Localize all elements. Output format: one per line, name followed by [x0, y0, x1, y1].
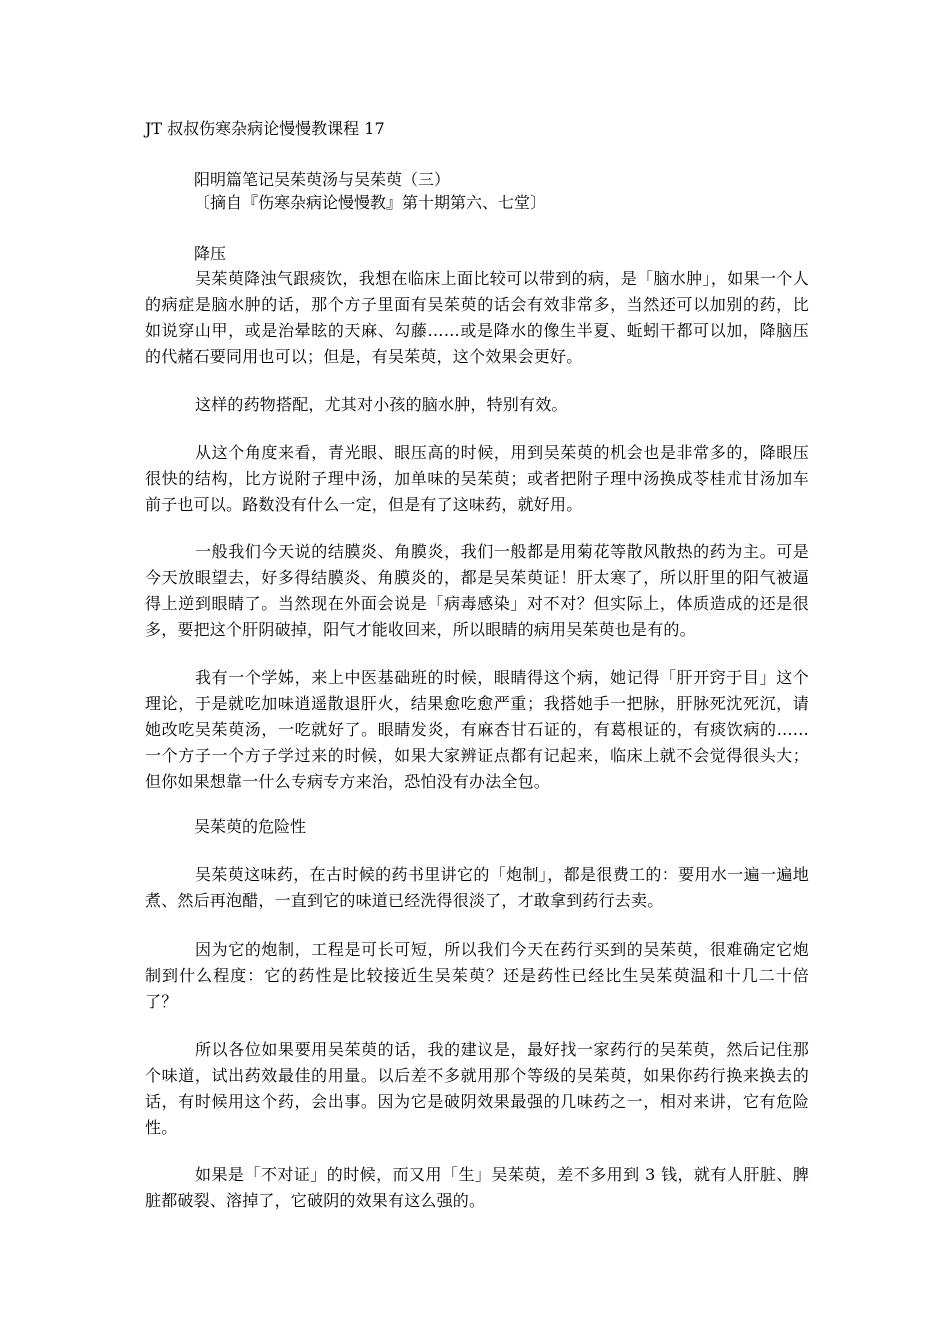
section-heading-blood-pressure: 降压	[194, 244, 227, 263]
paragraph: 吴茱萸降浊气跟痰饮，我想在临床上面比较可以带到的病，是「脑水肿」，如果一个人的病症是脑水肿的话，那个方子里面有吴茱萸的话会有效非常多，当然还可以加别的药，比如说穿山甲，或是治晕眩的天麻、勾藤……或是降水的像生半夏、蚯蚓干都可以加，降脑压的代赭石要同用也可以；但是，有吴茱萸，这个效果会更好。	[145, 269, 809, 366]
paragraph: 一般我们今天说的结膜炎、角膜炎，我们一般都是用菊花等散风散热的药为主。可是今天放眼望去，好多得结膜炎、角膜炎的，都是吴茱萸证！肝太寒了，所以肝里的阳气被逼得上逆到眼睛了。当然现在外面会说是「病毒感染」对不对？但实际上，体质造成的还是很多，要把这个肝阴破掉，阳气才能收回来，所以眼睛的病用吴茱萸也是有的。	[145, 542, 809, 639]
document-subtitle: 阳明篇笔记吴茱萸汤与吴茱萸（三）	[194, 170, 451, 189]
paragraph: 这样的药物搭配，尤其对小孩的脑水肿，特别有效。	[195, 395, 568, 414]
paragraph: 吴茱萸这味药，在古时候的药书里讲它的「炮制」，都是很费工的：要用水一遍一遍地煮、然后再泡醋，一直到它的味道已经洗得很淡了，才敢拿到药行去卖。	[145, 865, 809, 910]
paragraph: 从这个角度来看，青光眼、眼压高的时候，用到吴茱萸的机会也是非常多的，降眼压很快的结构，比方说附子理中汤，加单味的吴茱萸；或者把附子理中汤换成苓桂朮甘汤加车前子也可以。路数没有什么一定，但是有了这味药，就好用。	[145, 443, 809, 514]
paragraph: 如果是「不对证」的时候，而又用「生」吴茱萸，差不多用到 3 钱，就有人肝脏、脾脏都破裂、溶掉了，它破阴的效果有这么强的。	[145, 1165, 809, 1210]
paragraph: 我有一个学姊，来上中医基础班的时候，眼睛得这个病，她记得「肝开窍于目」这个理论，于是就吃加味逍遥散退肝火，结果愈吃愈严重；我搭她手一把脉，肝脉死沈死沉，请她改吃吴茱萸汤，一吃就好了。眼睛发炎，有麻杏甘石证的，有葛根证的，有痰饮病的……一个方子一个方子学过来的时候，如果大家辨证点都有记起来，临床上就不会觉得很头大；但你如果想靠一什么专病专方来治，恐怕没有办法全包。	[145, 668, 809, 791]
document-title: JT 叔叔伤寒杂病论慢慢教课程 17	[145, 119, 385, 138]
paragraph: 因为它的炮制，工程是可长可短，所以我们今天在药行买到的吴茱萸，很难确定它炮制到什么程度：它的药性是比较接近生吴茱萸？还是药性已经比生吴茱萸温和十几二十倍了？	[145, 940, 809, 1011]
section-heading-danger: 吴茱萸的危险性	[194, 817, 307, 836]
document-source: 〔摘自『伤寒杂病论慢慢教』第十期第六、七堂〕	[194, 193, 547, 212]
paragraph: 所以各位如果要用吴茱萸的话，我的建议是，最好找一家药行的吴茱萸，然后记住那个味道，试出药效最佳的用量。以后差不多就用那个等级的吴茱萸，如果你药行换来换去的话，有时候用这个药，会出事。因为它是破阴效果最强的几味药之一，相对来讲，它有危险性。	[145, 1040, 809, 1137]
